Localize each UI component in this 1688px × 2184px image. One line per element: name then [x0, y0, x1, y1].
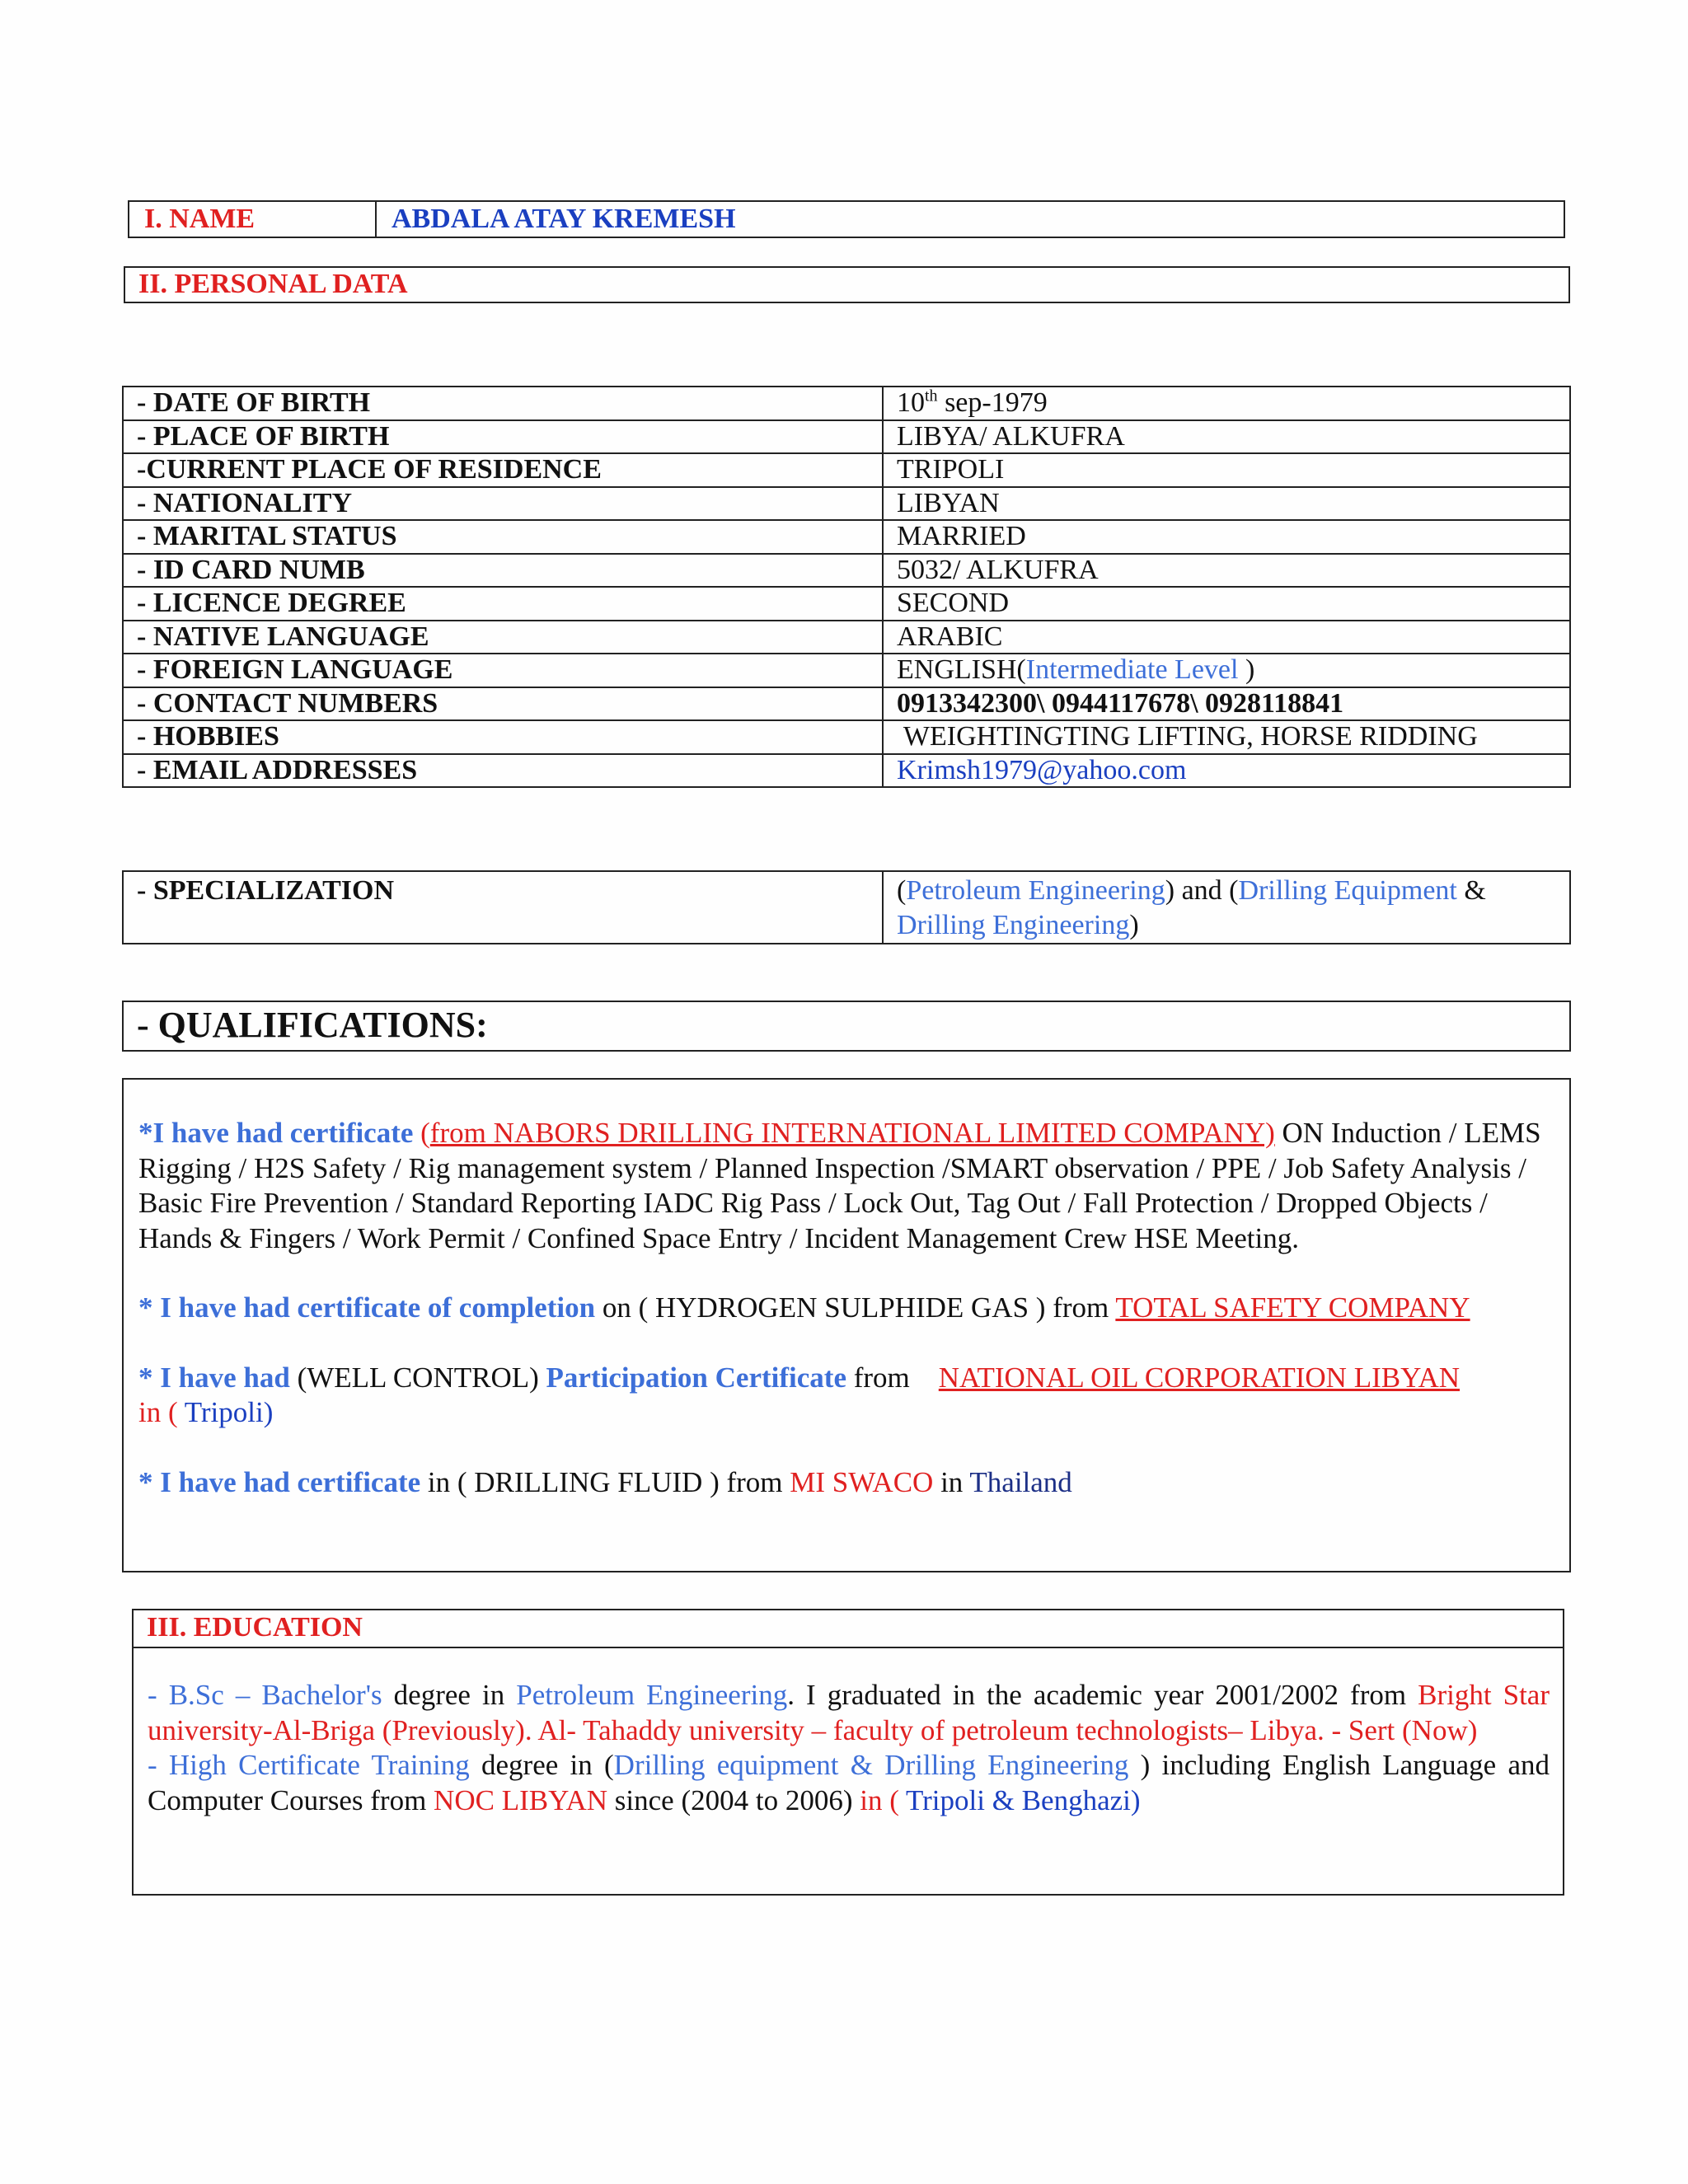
- row-key: - PLACE OF BIRTH: [123, 420, 883, 454]
- table-row: [123, 520, 1570, 554]
- row-value: 10th sep-1979: [883, 387, 1570, 420]
- qualifications-title: - QUALIFICATIONS:: [122, 1001, 1571, 1052]
- table-row: [123, 621, 1570, 654]
- row-value: 5032/ ALKUFRA: [883, 554, 1570, 588]
- name-label: I. NAME: [129, 202, 377, 237]
- table-row: [123, 554, 1570, 588]
- row-key: - HOBBIES: [123, 720, 883, 754]
- table-row: [123, 420, 1570, 454]
- row-key: - NATIONALITY: [123, 487, 883, 521]
- personal-data-header: II. PERSONAL DATA: [124, 266, 1570, 303]
- row-value: MARRIED: [883, 520, 1570, 554]
- specialization-value: (Petroleum Engineering) and (Drilling Equipment & Drilling Engineering): [883, 871, 1570, 944]
- row-value: LIBYAN: [883, 487, 1570, 521]
- contact-numbers: 0913342300\ 0944117678\ 0928118841: [883, 687, 1570, 721]
- table-row: [123, 654, 1570, 687]
- table-row: [123, 387, 1570, 420]
- row-value: TRIPOLI: [883, 453, 1570, 487]
- name-row: [128, 200, 1565, 238]
- qualification-item: *I have had certificate (from NABORS DRILLING INTERNATIONAL LIMITED COMPANY) ON Induction / LEMS Rigging / H2S Safety / Rig management system / Planned Inspection /SMART observation / PPE / Job Safety Analysis / Basic Fire Prevention / Standard Reporting IADC Rig Pass / Lock Out, Tag Out / Fall Protection / Dropped Objects / Hands & Fingers / Work Permit / Confined Space Entry / Incident Management Crew HSE Meeting.: [138, 1117, 1541, 1254]
- row-key: -CURRENT PLACE OF RESIDENCE: [123, 453, 883, 487]
- table-row: [123, 871, 1570, 944]
- row-key: - FOREIGN LANGUAGE: [123, 654, 883, 687]
- row-key: - EMAIL ADDRESSES: [123, 754, 883, 788]
- qualification-item: * I have had (WELL CONTROL) Participation Certificate from NATIONAL OIL CORPORATION LIBYAN in ( Tripoli): [138, 1361, 1461, 1428]
- row-value: SECOND: [883, 587, 1570, 621]
- table-row: [123, 587, 1570, 621]
- row-value: ARABIC: [883, 621, 1570, 654]
- education-title: III. EDUCATION: [134, 1610, 1563, 1648]
- specialization-key: - SPECIALIZATION: [123, 871, 883, 944]
- qualifications-box: [122, 1078, 1571, 1572]
- table-row: [123, 687, 1570, 721]
- table-row: [123, 754, 1570, 788]
- qualification-item: * I have had certificate in ( DRILLING FLUID ) from MI SWACO in Thailand: [138, 1465, 1072, 1498]
- row-key: - MARITAL STATUS: [123, 520, 883, 554]
- name-value: ABDALA ATAY KREMESH: [392, 204, 736, 234]
- education-item: - High Certificate Training degree in (Drilling equipment & Drilling Engineering ) including English Language and Computer Courses from NOC LIBYAN since (2004 to 2006) in ( Tripoli & Benghazi): [148, 1749, 1550, 1816]
- row-key: - CONTACT NUMBERS: [123, 687, 883, 721]
- row-key: - LICENCE DEGREE: [123, 587, 883, 621]
- education-item: - B.Sc – Bachelor's degree in Petroleum Engineering. I graduated in the academic year 2001/2002 from Bright Star university-Al-Briga (Previously). Al- Tahaddy university – faculty of petroleum technologists– Libya. - Sert (Now): [148, 1679, 1550, 1746]
- row-value: WEIGHTINGTING LIFTING, HORSE RIDDING: [883, 720, 1570, 754]
- table-row: [123, 487, 1570, 521]
- row-value: ENGLISH(Intermediate Level ): [883, 654, 1570, 687]
- specialization-table: [122, 870, 1571, 944]
- qualification-item: * I have had certificate of completion on ( HYDROGEN SULPHIDE GAS ) from TOTAL SAFETY COMPANY: [138, 1291, 1470, 1324]
- row-key: - NATIVE LANGUAGE: [123, 621, 883, 654]
- row-value: LIBYA/ ALKUFRA: [883, 420, 1570, 454]
- education-box: [132, 1609, 1564, 1896]
- personal-data-table: [122, 386, 1571, 788]
- row-key: - ID CARD NUMB: [123, 554, 883, 588]
- table-row: [123, 453, 1570, 487]
- email-link[interactable]: Krimsh1979@yahoo.com: [883, 754, 1570, 788]
- row-key: - DATE OF BIRTH: [123, 387, 883, 420]
- table-row: [123, 720, 1570, 754]
